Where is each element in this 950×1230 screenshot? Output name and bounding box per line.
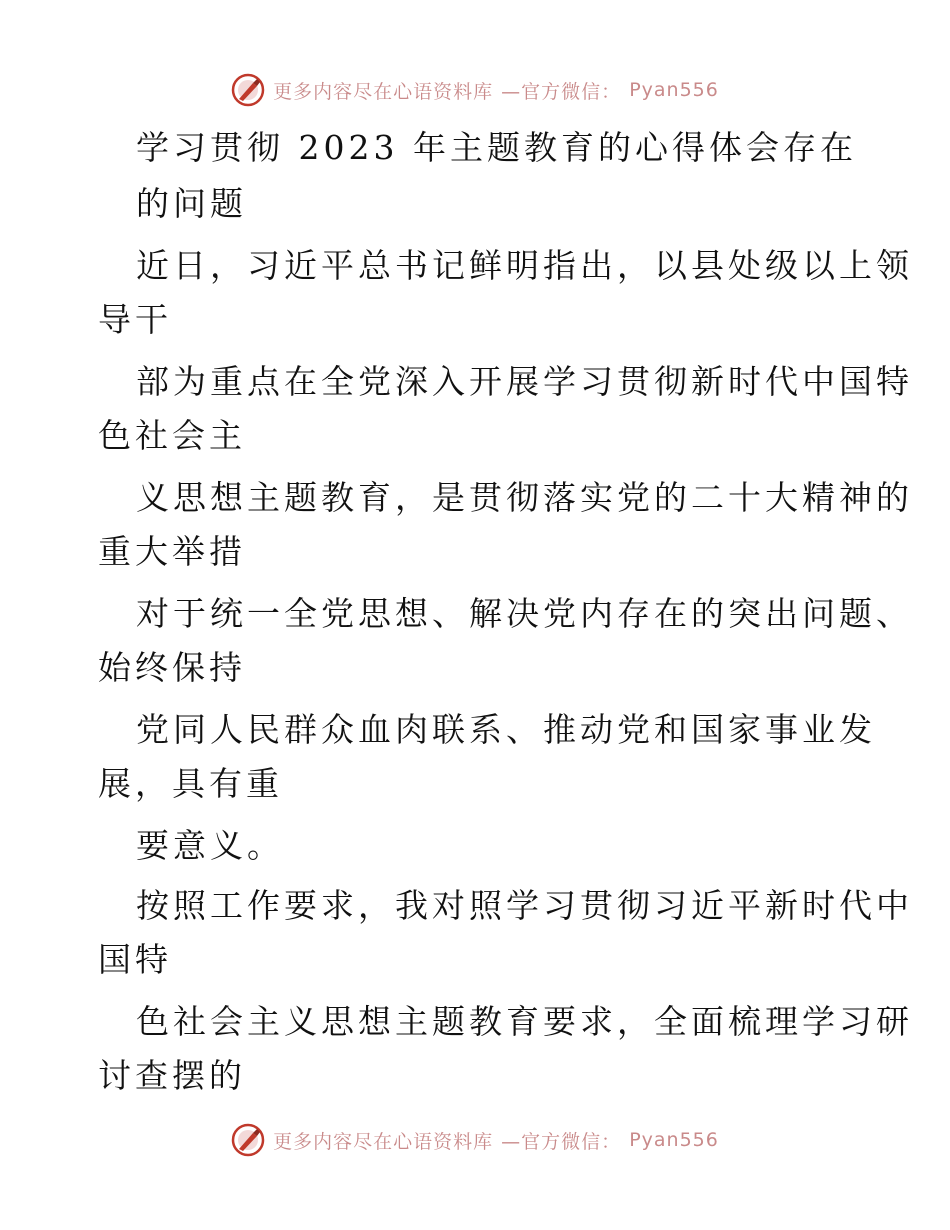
paragraph-line: 导干 (98, 300, 172, 339)
document-title-line-1: 学习贯彻 2023 年主题教育的心得体会存在 (136, 128, 857, 167)
pen-logo-icon (231, 1123, 265, 1157)
watermark-separator: —官方微信： (501, 1130, 622, 1153)
paragraph-line: 色社会主义思想主题教育要求，全面梳理学习研 (136, 1002, 913, 1041)
paragraph-line: 对于统一全党思想、解决党内存在的突出问题、 (136, 594, 913, 633)
paragraph-line: 要意义。 (136, 826, 284, 865)
watermark-separator: —官方微信： (501, 80, 622, 103)
paragraph-line: 色社会主 (98, 416, 246, 455)
watermark-group (231, 1123, 719, 1157)
pen-logo-icon (231, 73, 265, 107)
watermark-text: 更多内容尽在心语资料库 (273, 80, 494, 103)
document-title-line-2: 的问题 (136, 184, 247, 223)
paragraph-line: 按照工作要求，我对照学习贯彻习近平新时代中 (136, 886, 913, 925)
paragraph-line: 义思想主题教育，是贯彻落实党的二十大精神的 (136, 478, 913, 517)
footer-watermark (0, 1120, 950, 1160)
watermark-text: 更多内容尽在心语资料库 (273, 1130, 494, 1153)
paragraph-line: 展，具有重 (98, 764, 283, 803)
paragraph-line: 近日，习近平总书记鲜明指出，以县处级以上领 (136, 246, 913, 285)
paragraph-line: 国特 (98, 940, 172, 979)
paragraph-line: 始终保持 (98, 648, 246, 687)
paragraph-line: 部为重点在全党深入开展学习贯彻新时代中国特 (136, 362, 913, 401)
watermark-wechat-id: Pyan556 (629, 1129, 719, 1151)
watermark-group (231, 73, 719, 107)
paragraph-line: 讨查摆的 (98, 1056, 246, 1095)
watermark-wechat-id: Pyan556 (629, 79, 719, 101)
paragraph-line: 党同人民群众血肉联系、推动党和国家事业发 (136, 710, 876, 749)
paragraph-line: 重大举措 (98, 532, 246, 571)
header-watermark (0, 70, 950, 110)
